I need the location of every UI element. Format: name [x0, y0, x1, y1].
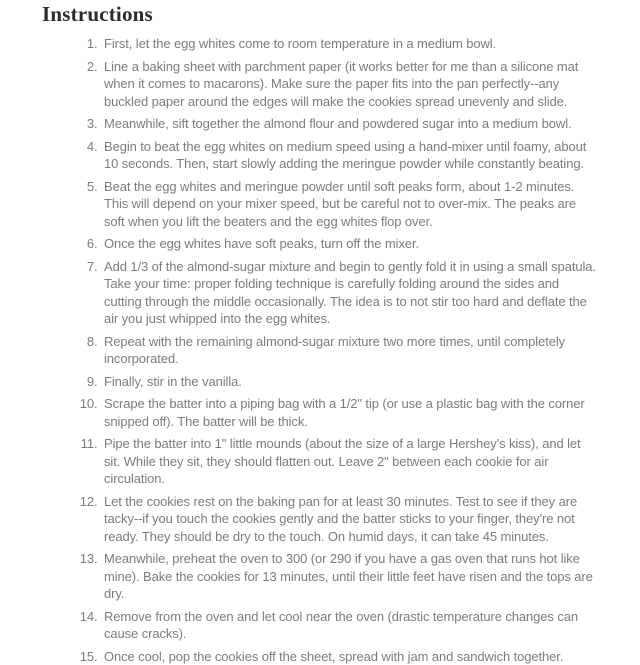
instruction-step: 15. Once cool, pop the cookies off the sheet, spread with jam and sandwich together. — [101, 648, 598, 665]
instruction-step: 6. Once the egg whites have soft peaks, turn off the mixer. — [101, 235, 598, 253]
instruction-step: 3. Meanwhile, sift together the almond flour and powdered sugar into a medium bowl. — [101, 115, 598, 133]
instruction-step: 1. First, let the egg whites come to room temperature in a medium bowl. — [101, 35, 598, 53]
instruction-step: 12. Let the cookies rest on the baking pan for at least 30 minutes. Test to see if they are tacky--if you touch the cookies gently and the batter sticks to your finger, they're not ready. They should be dry to the touch. On humid days, it can take 45 minutes. — [101, 493, 598, 546]
section-title: Instructions — [42, 2, 640, 26]
instruction-step: 9. Finally, stir in the vanilla. — [101, 373, 598, 391]
instruction-step: 14. Remove from the oven and let cool near the oven (drastic temperature changes can cause cracks). — [101, 608, 598, 643]
instruction-step: 13. Meanwhile, preheat the oven to 300 (or 290 if you have a gas oven that runs hot like mine). Bake the cookies for 13 minutes, until their little feet have risen and the tops are dry. — [101, 550, 598, 603]
instruction-step: 8. Repeat with the remaining almond-sugar mixture two more times, until completely incorporated. — [101, 333, 598, 368]
instruction-step: 11. Pipe the batter into 1" little mounds (about the size of a large Hershey's kiss), and let sit. While they sit, they should flatten out. Leave 2" between each cookie for air circulation. — [101, 435, 598, 488]
instruction-step: 2. Line a baking sheet with parchment paper (it works better for me than a silicone mat when it comes to macarons). Make sure the paper fits into the pan perfectly--any buckled paper around the edges will make the cookies spread unevenly and slide. — [101, 58, 598, 111]
instruction-step: 4. Begin to beat the egg whites on medium speed using a hand-mixer until foamy, about 10 seconds. Then, start slowly adding the meringue powder while constantly beating. — [101, 138, 598, 173]
instruction-step: 5. Beat the egg whites and meringue powder until soft peaks form, about 1-2 minutes. This will depend on your mixer speed, but be careful not to over-mix. The peaks are soft when you lift the beaters and the egg whites flop over. — [101, 178, 598, 231]
instruction-step: 7. Add 1/3 of the almond-sugar mixture and begin to gently fold it in using a small spatula. Take your time: proper folding technique is carefully folding around the sides and cutting through the middle occasionally. The idea is to not stir too hard and deflate the air you just whipped into the egg whites. — [101, 258, 598, 328]
instruction-step: 10. Scrape the batter into a piping bag with a 1/2" tip (or use a plastic bag with the corner snipped off). The batter will be thick. — [101, 395, 598, 430]
instructions-list — [42, 35, 598, 665]
